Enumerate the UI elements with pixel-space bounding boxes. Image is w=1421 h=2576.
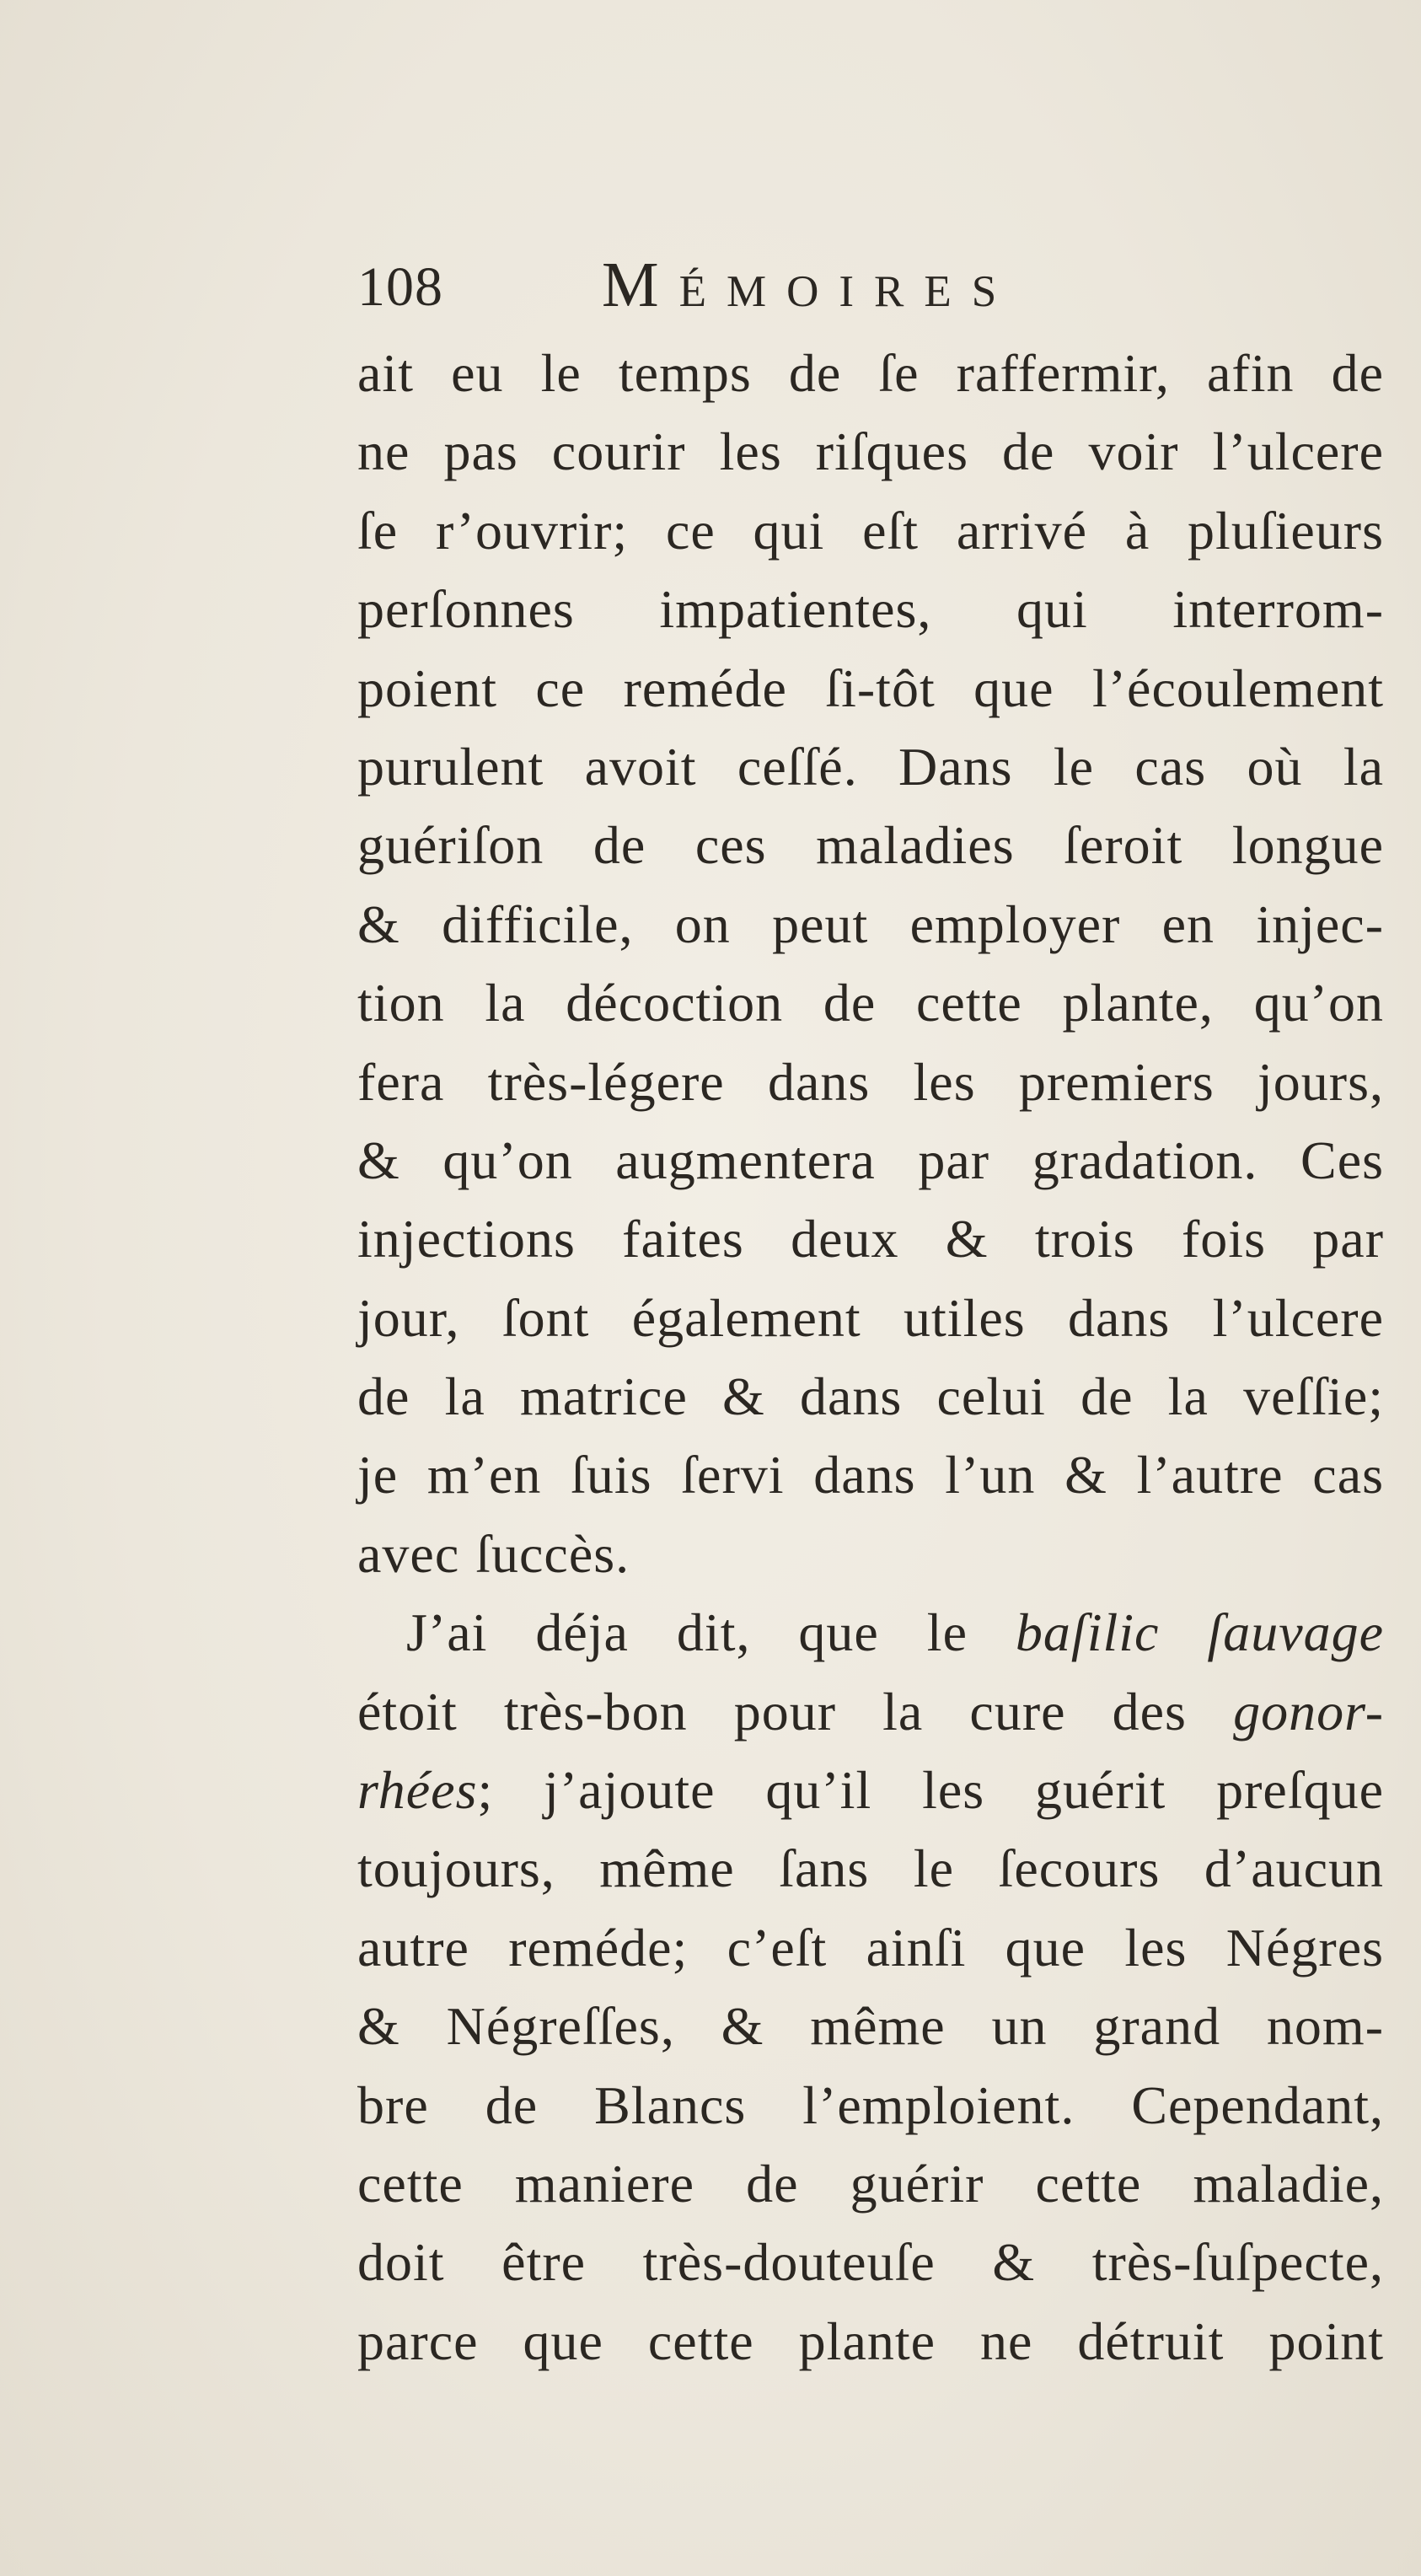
text-line: parce que cette plante ne détruit point	[357, 2310, 1384, 2371]
text-line: & Négreſſes, & même un grand nom-	[357, 1996, 1384, 2057]
paragraph-2	[357, 1593, 1384, 2380]
text-run: J’ai déja dit, que le	[406, 1602, 1016, 1663]
text-line	[357, 1672, 1384, 1751]
text-line: injections faites deux & trois fois par	[357, 1209, 1384, 1269]
text-line: poient ce reméde ſi-tôt que l’écoulement	[357, 657, 1384, 718]
text-line: je m’en ſuis ſervi dans l’un & l’autre cas	[357, 1445, 1384, 1505]
text-line: perſonnes impatientes, qui interrom-	[357, 579, 1384, 640]
text-line: ſe r’ouvrir; ce qui eſt arrivé à pluſieurs	[357, 500, 1384, 561]
text-line	[357, 1751, 1384, 1829]
text-line: avec ſuccès.	[357, 1523, 630, 1584]
italic-term: gonor-	[1233, 1681, 1384, 1741]
text-line: & difficile, on peut employer en injec-	[357, 894, 1384, 954]
text-run: ; j’ajoute qu’il les guérit preſque	[477, 1760, 1384, 1821]
page-number: 108	[357, 256, 443, 318]
italic-term: baſilic ſauvage	[1015, 1602, 1384, 1663]
text-line: autre reméde; c’eſt ainſi que les Négres	[357, 1917, 1384, 1978]
text-line: bre de Blancs l’emploient. Cependant,	[357, 2074, 1384, 2135]
text-line: & qu’on augmentera par gradation. Ces	[357, 1130, 1384, 1190]
text-line: fera très-légere dans les premiers jours,	[357, 1051, 1384, 1112]
text-line: de la matrice & dans celui de la veſſie;	[357, 1366, 1384, 1427]
italic-term: rhées	[357, 1760, 478, 1821]
text-run: étoit très-bon pour la cure des	[357, 1681, 1234, 1741]
paragraph-1	[357, 334, 1384, 1593]
text-line: purulent avoit ceſſé. Dans le cas où la	[357, 736, 1384, 797]
text-line: toujours, même ſans le ſecours d’aucun	[357, 1838, 1384, 1899]
body-text	[357, 334, 1384, 2380]
text-line: guériſon de ces maladies ſeroit longue	[357, 815, 1384, 876]
text-line: ait eu le temps de ſe raffermir, afin de	[357, 343, 1384, 403]
text-line: cette maniere de guérir cette maladie,	[357, 2153, 1384, 2214]
text-line: ne pas courir les riſques de voir l’ulcere	[357, 421, 1384, 482]
text-line: jour, ſont également utiles dans l’ulcere	[357, 1287, 1384, 1348]
text-line	[357, 1593, 1384, 1672]
text-line: tion la décoction de cette plante, qu’on	[357, 973, 1384, 1033]
page-header	[357, 249, 1200, 333]
running-title: Mémoires	[602, 250, 1017, 320]
text-line: doit être très-douteuſe & très-ſuſpecte,	[357, 2232, 1384, 2293]
